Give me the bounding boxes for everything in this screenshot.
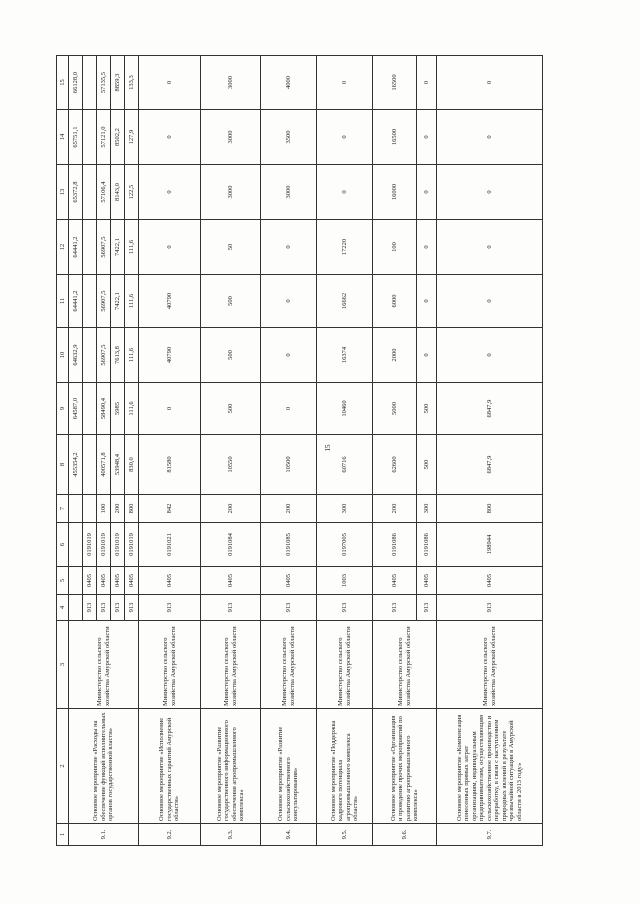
- budget-code-cell: 800: [125, 495, 139, 523]
- header-cell: 15: [57, 56, 69, 110]
- amount-cell: 3500: [261, 110, 317, 165]
- amount-cell: 56907,5: [97, 275, 111, 328]
- amount-cell: [83, 56, 97, 110]
- amount-cell: 62600: [373, 435, 417, 495]
- budget-code-cell: 0191019: [125, 523, 139, 567]
- amount-cell: 500: [417, 383, 437, 435]
- amount-cell: 81580: [139, 435, 201, 495]
- amount-cell: 0: [437, 220, 543, 275]
- budget-code-cell: 1003: [317, 567, 373, 595]
- amount-cell: 3000: [201, 56, 261, 110]
- amount-cell: 0: [317, 165, 373, 220]
- amount-cell: 56907,5: [97, 328, 111, 383]
- budget-code-cell: [69, 567, 83, 595]
- budget-code-cell: 0191019: [111, 523, 125, 567]
- amount-cell: 5985: [111, 383, 125, 435]
- budget-code-cell: 0405: [139, 567, 201, 595]
- amount-cell: 400571,8: [97, 435, 111, 495]
- amount-cell: 0: [417, 165, 437, 220]
- amount-cell: 6847,9: [437, 435, 543, 495]
- section-name: Основное мероприятие «Компенсация понесенных прямых затрат организациям, индивидуальным предпринимателям, осуществляющим сельскохозяйственное производство и переработку, в связи с наступлением природных явлений в результате чрезвычайной ситуации в Амурской области в 2013 году»: [437, 709, 543, 824]
- amount-cell: 0: [437, 328, 543, 383]
- page-number: 15: [324, 444, 332, 452]
- header-cell: 3: [57, 621, 69, 709]
- budget-code-cell: 913: [373, 595, 417, 621]
- budget-code-cell: 0191085: [261, 523, 317, 567]
- section-number: 9.4.: [261, 824, 317, 846]
- header-cell: 2: [57, 709, 69, 824]
- amount-cell: 4000: [261, 56, 317, 110]
- amount-cell: 64441,2: [69, 275, 83, 328]
- amount-cell: 64587,0: [69, 383, 83, 435]
- amount-cell: 8143,0: [111, 165, 125, 220]
- amount-cell: 7422,1: [111, 275, 125, 328]
- budget-code-cell: 913: [139, 595, 201, 621]
- budget-code-cell: 842: [139, 495, 201, 523]
- amount-cell: 3000: [201, 110, 261, 165]
- amount-cell: 0: [261, 275, 317, 328]
- budget-code-cell: 913: [261, 595, 317, 621]
- amount-cell: 122,5: [125, 165, 139, 220]
- amount-cell: 16662: [317, 275, 373, 328]
- section-name: Основное мероприятие «Развитие сельскохозяйственного консультирования»: [261, 709, 317, 824]
- section-number: 9.2.: [139, 824, 201, 846]
- amount-cell: 10500: [261, 435, 317, 495]
- responsible-org: Министерство сельского хозяйства Амурской области: [373, 621, 437, 709]
- amount-cell: 111,6: [125, 383, 139, 435]
- amount-cell: 0: [417, 328, 437, 383]
- header-cell: 7: [57, 495, 69, 523]
- budget-code-cell: 0405: [437, 567, 543, 595]
- section-name: Основное мероприятие «Поддержка кадрового потенциала агропромышленного комплекса области»: [317, 709, 373, 824]
- amount-cell: 3000: [261, 165, 317, 220]
- budget-code-cell: 0191019: [83, 523, 97, 567]
- amount-cell: 0: [317, 110, 373, 165]
- responsible-org: Министерство сельского хозяйства Амурской области: [437, 621, 543, 709]
- header-cell: 5: [57, 567, 69, 595]
- amount-cell: 0: [317, 56, 373, 110]
- amount-cell: 3000: [201, 165, 261, 220]
- budget-code-cell: 0191086: [373, 523, 417, 567]
- amount-cell: 60716: [317, 435, 373, 495]
- amount-cell: 5000: [373, 383, 417, 435]
- amount-cell: 500: [201, 383, 261, 435]
- amount-cell: 56907,5: [97, 220, 111, 275]
- amount-cell: 830,0: [125, 435, 139, 495]
- budget-code-cell: 800: [437, 495, 543, 523]
- header-cell: 4: [57, 595, 69, 621]
- amount-cell: 40790: [139, 275, 201, 328]
- budget-code-cell: 0405: [261, 567, 317, 595]
- section-name: Основное мероприятие «Расходы на обеспечение функций исполнительных органов государственной власти»: [69, 709, 139, 824]
- section-number: 9.3.: [201, 824, 261, 846]
- amount-cell: 0: [417, 275, 437, 328]
- responsible-org: Министерство сельского хозяйства Амурской области: [317, 621, 373, 709]
- amount-cell: 111,6: [125, 328, 139, 383]
- budget-code-cell: 0405: [83, 567, 97, 595]
- amount-cell: 7613,8: [111, 328, 125, 383]
- amount-cell: 6000: [373, 275, 417, 328]
- amount-cell: 6847,9: [437, 383, 543, 435]
- responsible-org: Министерство сельского хозяйства Амурской области: [139, 621, 201, 709]
- amount-cell: 57106,4: [97, 165, 111, 220]
- amount-cell: 0: [139, 56, 201, 110]
- amount-cell: [83, 435, 97, 495]
- amount-cell: 0: [139, 110, 201, 165]
- amount-cell: 500: [201, 328, 261, 383]
- amount-cell: 53948,4: [111, 435, 125, 495]
- header-cell: 9: [57, 383, 69, 435]
- amount-cell: 0: [261, 220, 317, 275]
- amount-cell: 111,6: [125, 220, 139, 275]
- budget-code-cell: 913: [417, 595, 437, 621]
- amount-cell: 16374: [317, 328, 373, 383]
- rotated-table-container: [56, 56, 616, 846]
- amount-cell: 8859,3: [111, 56, 125, 110]
- table-row: [317, 56, 373, 846]
- amount-cell: 66128,0: [69, 56, 83, 110]
- amount-cell: 0: [417, 220, 437, 275]
- table-row: [261, 56, 317, 846]
- table-row: [373, 56, 417, 846]
- amount-cell: 0: [139, 220, 201, 275]
- amount-cell: [83, 328, 97, 383]
- amount-cell: 500: [201, 275, 261, 328]
- budget-code-cell: [83, 495, 97, 523]
- amount-cell: [83, 110, 97, 165]
- table-row: [69, 56, 83, 846]
- section-number: 9.6.: [373, 824, 437, 846]
- amount-cell: [83, 383, 97, 435]
- budget-table: [56, 55, 543, 846]
- budget-code-cell: 0191084: [201, 523, 261, 567]
- budget-code-cell: 200: [111, 495, 125, 523]
- amount-cell: 0: [417, 110, 437, 165]
- amount-cell: 16500: [373, 56, 417, 110]
- amount-cell: 500: [417, 435, 437, 495]
- budget-code-cell: 0405: [125, 567, 139, 595]
- amount-cell: [83, 220, 97, 275]
- amount-cell: 0: [261, 328, 317, 383]
- budget-code-cell: 913: [437, 595, 543, 621]
- section-name: Основное мероприятие «Исполнение государственных гарантий Амурской области»: [139, 709, 201, 824]
- amount-cell: 0: [437, 275, 543, 328]
- amount-cell: 7422,1: [111, 220, 125, 275]
- amount-cell: 455354,2: [69, 435, 83, 495]
- header-cell: 10: [57, 328, 69, 383]
- budget-code-cell: 200: [261, 495, 317, 523]
- budget-code-cell: 100: [97, 495, 111, 523]
- budget-code-cell: 0191019: [97, 523, 111, 567]
- budget-code-cell: 0405: [201, 567, 261, 595]
- table-row: [139, 56, 201, 846]
- section-name: Основное мероприятие «Развитие государственного информационного обеспечения агропромышленного комплекса»: [201, 709, 261, 824]
- responsible-org: Министерство сельского хозяйства Амурской области: [261, 621, 317, 709]
- amount-cell: [83, 165, 97, 220]
- table-row: [201, 56, 261, 846]
- amount-cell: 127,9: [125, 110, 139, 165]
- budget-code-cell: 913: [125, 595, 139, 621]
- budget-code-cell: [69, 495, 83, 523]
- section-number: 9.1.: [69, 824, 139, 846]
- amount-cell: 8502,2: [111, 110, 125, 165]
- amount-cell: 0: [437, 56, 543, 110]
- budget-code-cell: 913: [97, 595, 111, 621]
- budget-code-cell: 0405: [111, 567, 125, 595]
- amount-cell: 65751,1: [69, 110, 83, 165]
- responsible-org: Министерство сельского хозяйства Амурской области: [69, 621, 139, 709]
- budget-code-cell: 0405: [97, 567, 111, 595]
- budget-code-cell: 0405: [417, 567, 437, 595]
- amount-cell: 17220: [317, 220, 373, 275]
- budget-code-cell: 0191086: [417, 523, 437, 567]
- amount-cell: 0: [437, 165, 543, 220]
- header-cell: 8: [57, 435, 69, 495]
- amount-cell: 16000: [373, 165, 417, 220]
- table-row: [437, 56, 543, 846]
- amount-cell: 0: [417, 56, 437, 110]
- budget-code-cell: 198944: [437, 523, 543, 567]
- budget-code-cell: 913: [317, 595, 373, 621]
- amount-cell: 65372,8: [69, 165, 83, 220]
- budget-code-cell: 913: [201, 595, 261, 621]
- amount-cell: 64632,9: [69, 328, 83, 383]
- header-cell: 11: [57, 275, 69, 328]
- budget-code-cell: [69, 523, 83, 567]
- section-name: Основное мероприятие «Организация и проведение прочих мероприятий по развитию агропромышленного комплекса»: [373, 709, 437, 824]
- amount-cell: 16500: [373, 110, 417, 165]
- amount-cell: 57121,0: [97, 110, 111, 165]
- budget-code-cell: 0191021: [139, 523, 201, 567]
- header-row: [57, 56, 69, 846]
- responsible-org: Министерство сельского хозяйства Амурской области: [201, 621, 261, 709]
- amount-cell: 0: [261, 383, 317, 435]
- budget-code-cell: 300: [417, 495, 437, 523]
- amount-cell: 10550: [201, 435, 261, 495]
- budget-code-cell: [69, 595, 83, 621]
- budget-code-cell: 300: [317, 495, 373, 523]
- budget-code-cell: 913: [83, 595, 97, 621]
- amount-cell: [83, 275, 97, 328]
- amount-cell: 100: [373, 220, 417, 275]
- header-cell: 1: [57, 824, 69, 846]
- budget-code-cell: 200: [201, 495, 261, 523]
- amount-cell: 50: [201, 220, 261, 275]
- amount-cell: 0: [139, 165, 201, 220]
- budget-code-cell: 0197005: [317, 523, 373, 567]
- amount-cell: 58490,4: [97, 383, 111, 435]
- section-number: 9.7.: [437, 824, 543, 846]
- section-number: 9.5.: [317, 824, 373, 846]
- amount-cell: 111,6: [125, 275, 139, 328]
- amount-cell: 57135,5: [97, 56, 111, 110]
- budget-code-cell: 0405: [373, 567, 417, 595]
- header-cell: 13: [57, 165, 69, 220]
- amount-cell: 0: [139, 383, 201, 435]
- header-cell: 12: [57, 220, 69, 275]
- amount-cell: 0: [437, 110, 543, 165]
- amount-cell: 40790: [139, 328, 201, 383]
- budget-code-cell: 913: [111, 595, 125, 621]
- amount-cell: 2000: [373, 328, 417, 383]
- budget-code-cell: 200: [373, 495, 417, 523]
- amount-cell: 133,3: [125, 56, 139, 110]
- amount-cell: 10460: [317, 383, 373, 435]
- amount-cell: 64441,2: [69, 220, 83, 275]
- header-cell: 14: [57, 110, 69, 165]
- header-cell: 6: [57, 523, 69, 567]
